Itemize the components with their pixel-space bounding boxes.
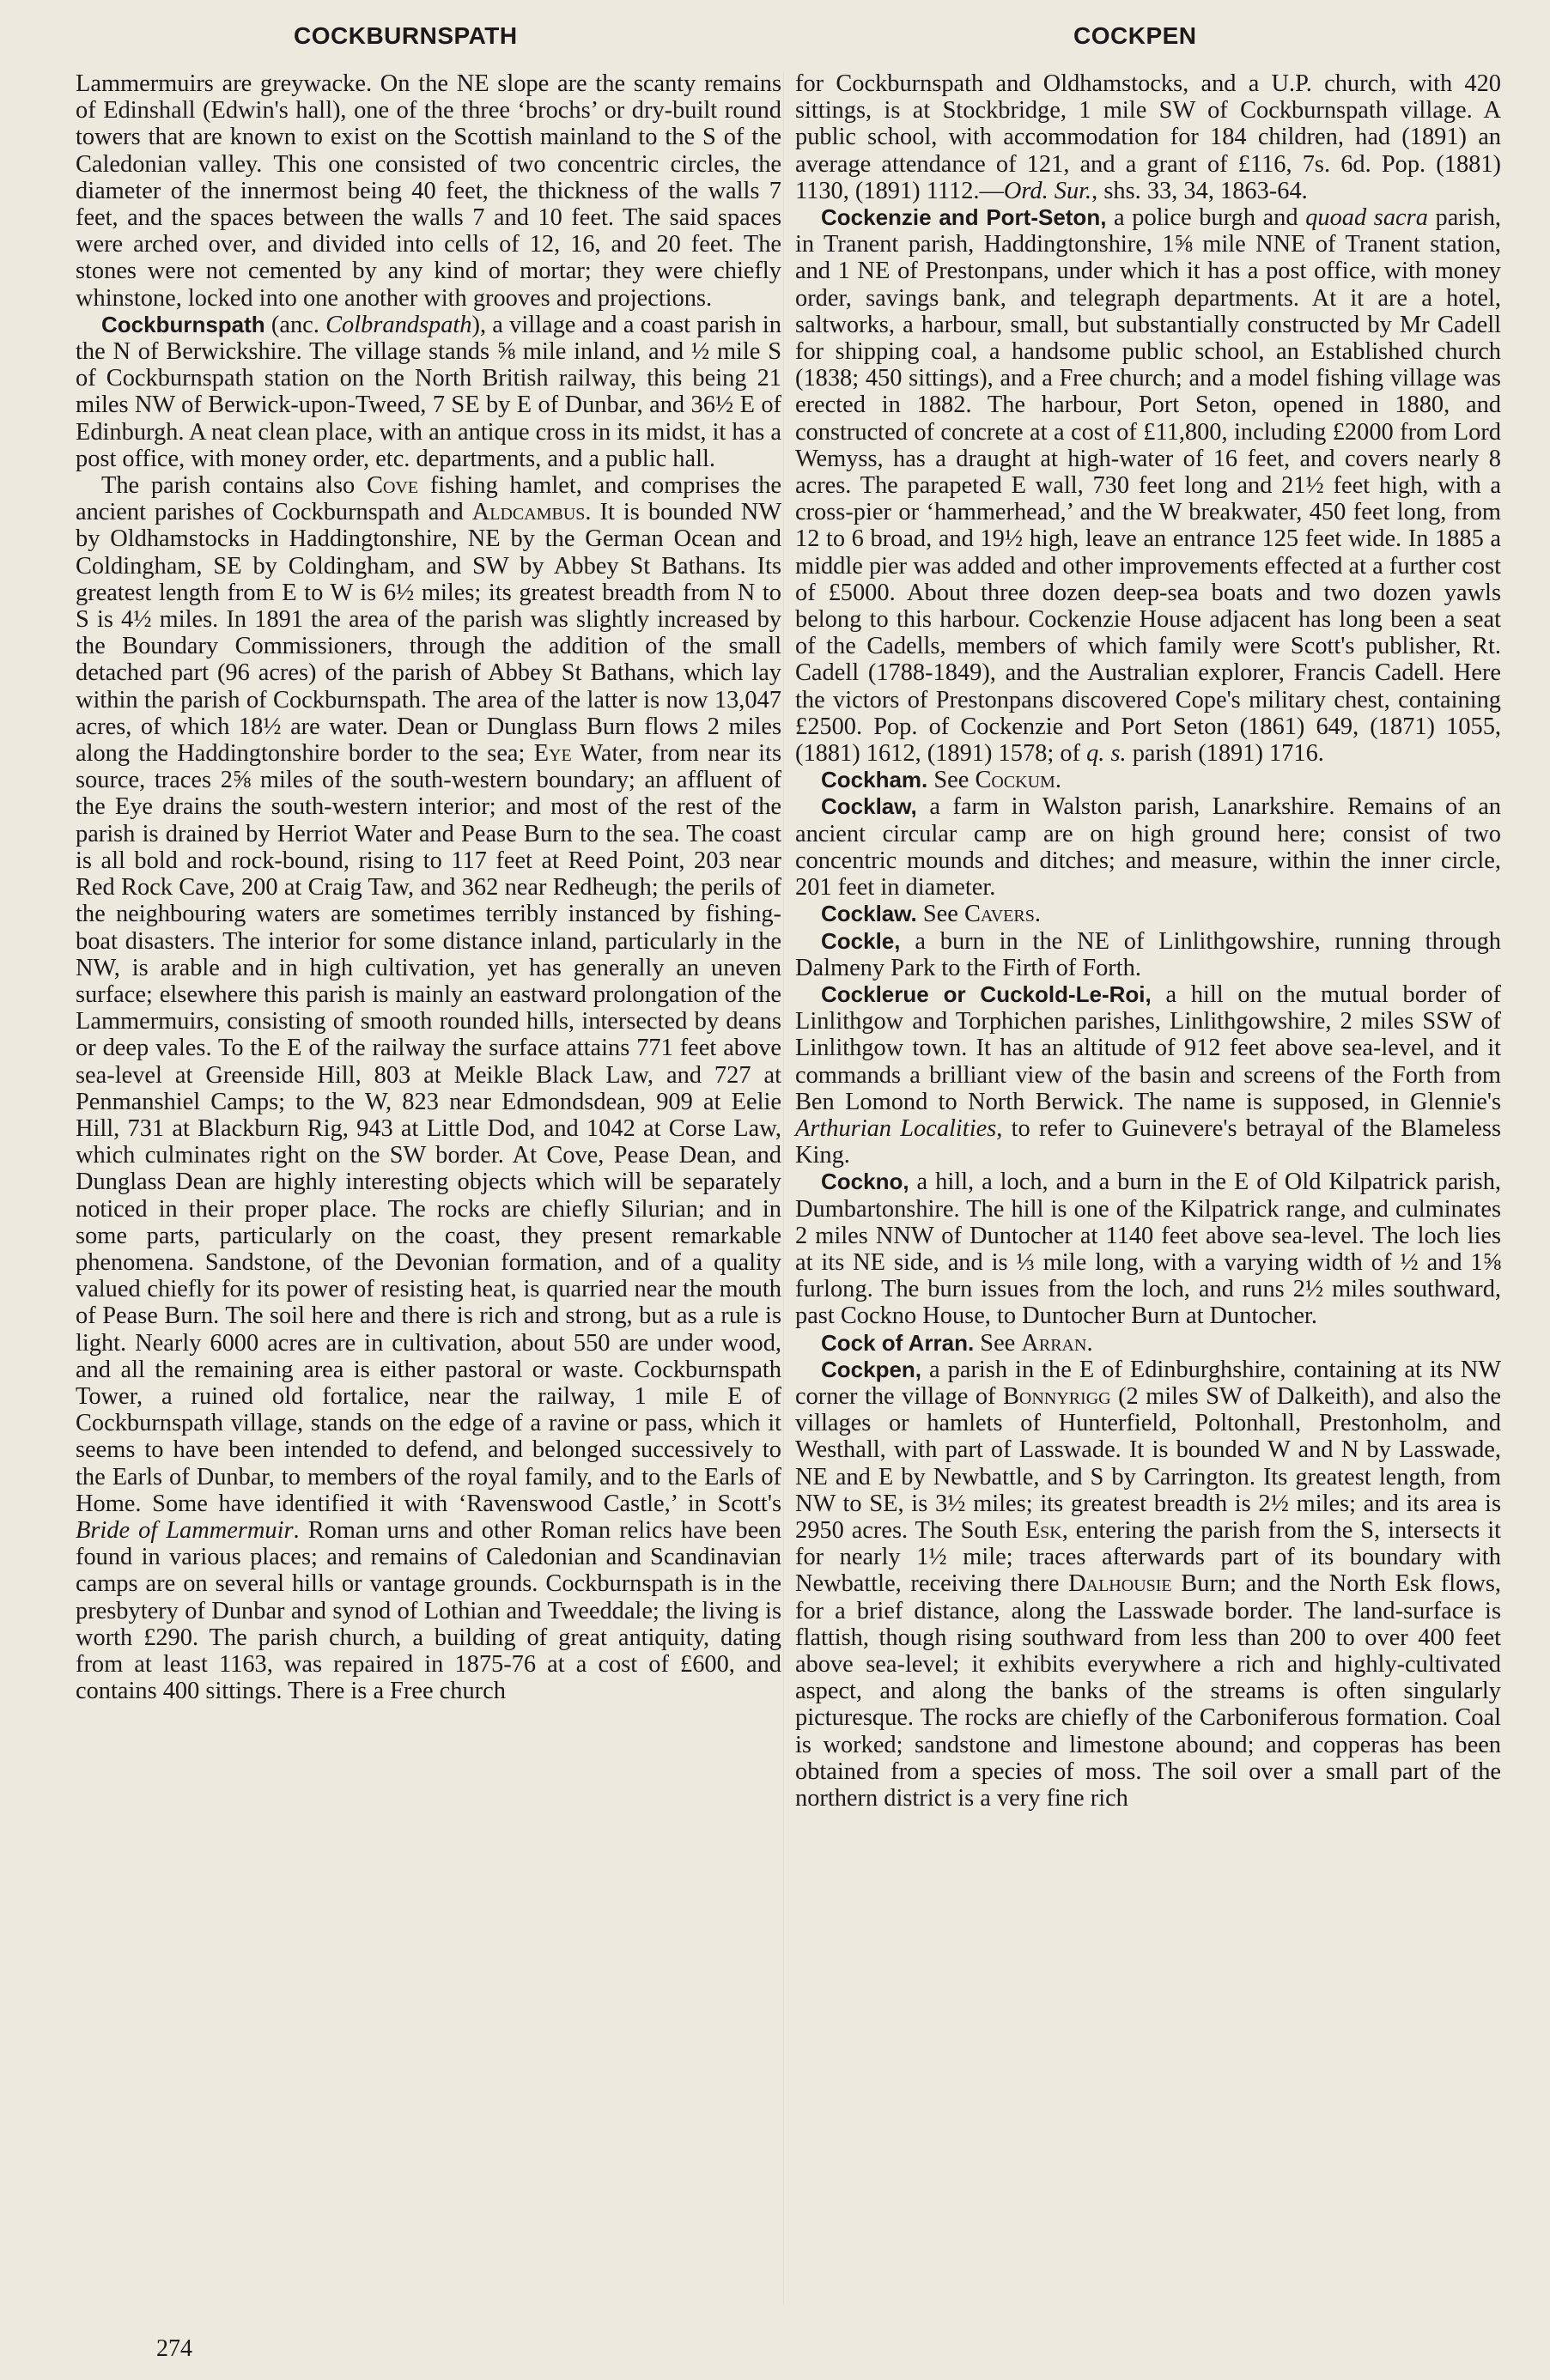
cross-ref-dalhousie: Dalhousie [1068, 1570, 1172, 1598]
cross-ref-cockum: Cockum [975, 767, 1055, 794]
right-column [795, 70, 1501, 1812]
entry-cockno: Cockno, a hill, a loch, and a burn in the E of Old Kilpatrick parish, Dumbartonshire. The hill is one of the Kilpatrick range, and culminates 2 miles NNW of Duntocher at 1140 feet above sea-level. The loch lies at its NE side, and is ⅓ mile long, with a varying width of ½ and 1⅝ furlong. The burn issues from the loch, and runs 2½ miles southward, past Cockno House, to Duntocher Burn at Duntocher. [795, 1169, 1501, 1330]
headword-cocklaw-2: Cocklaw. [821, 901, 917, 927]
column-divider [783, 72, 784, 2304]
cross-ref-bonnyrigg: Bonnyrigg [1003, 1382, 1111, 1410]
entry-cockburnspath: Cockburnspath (anc. Colbrandspath), a village and a coast parish in the N of Berwickshire. The village stands ⅝ mile inland, and ½ mile S of Cockburnspath station on the North British railway, this being 21 miles NW of Berwick-upon-Tweed, 7 SE by E of Dunbar, and 36½ E of Edinburgh. A neat clean place, with an antique cross in its midst, it has a post office, with money order, etc. departments, and a public hall. [76, 311, 781, 472]
entry-cocklerue: Cocklerue or Cuckold-Le-Roi, a hill on the mutual border of Linlithgow and Torphichen parishes, Linlithgowshire, 2 miles SSW of Linlithgow town. It has an altitude of 912 feet above sea-level, and it commands a brilliant view of the basin and screens of the Forth from Ben Lomond to North Berwick. The name is supposed, in Glennie's Arthurian Localities, to refer to Guinevere's betrayal of the Blameless King. [795, 981, 1502, 1169]
page-number: 274 [156, 2335, 192, 2362]
entry-cocklaw-see: Cocklaw. See Cavers. [821, 901, 1041, 928]
headword-cockpen: Cockpen, [821, 1356, 922, 1382]
headword-cocklerue: Cocklerue or Cuckold-Le-Roi, [821, 981, 1152, 1007]
book-title-bride: Bride of Lammermuir [76, 1516, 294, 1544]
headword-cocklaw: Cocklaw, [821, 793, 917, 820]
running-head-right: COCKPEN [1073, 22, 1197, 49]
headword-cockle: Cockle, [821, 927, 901, 954]
cross-ref-cavers: Cavers [963, 901, 1035, 928]
entry-cockle: Cockle, a burn in the NE of Linlithgowshire, running through Dalmeny Park to the Firth of Forth. [795, 927, 1501, 981]
headword-cockno: Cockno, [821, 1169, 909, 1195]
entry-cock-of-arran: Cock of Arran. See Arran. [821, 1329, 1093, 1357]
left-column [76, 70, 781, 1704]
cross-ref-eye: Eye [533, 740, 572, 768]
cross-ref-cove: Cove [367, 472, 419, 500]
entry-cockenzie: Cockenzie and Port-Seton, a police burgh and quoad sacra parish, in Tranent parish, Haddingtonshire, 1⅝ mile NNE of Tranent station, and 1 NE of Prestonpans, under which it has a post office, with money order, savings bank, and telegraph departments. At it are a hotel, saltworks, a harbour, small, but substantially constructed by Mr Cadell for shipping coal, a handsome public school, an Established church (1838; 450 sittings), and a Free church; and a model fishing village was erected in 1882. The harbour, Port Seton, opened in 1880, and constructed of concrete at a cost of £11,800, including £2000 from Lord Wemyss, has a draught at high-water of 16 feet, and covers nearly 8 acres. The parapeted E wall, 730 feet long and 21½ feet high, with a cross-pier or ‘hammerhead,’ and the W breakwater, 450 feet long, from 12 to 6 broad, and 19½ high, leave an entrance 125 feet wide. In 1885 a middle pier was added and other improvements effected at a further cost of £5000. About three dozen deep-sea boats and two dozen yawls belong to this harbour. Cockenzie House adjacent has long been a seat of the Cadells, members of which family were Scott's publisher, Rt. Cadell (1788-1849), and the Australian explorer, Francis Cadell. Here the victors of Prestonpans discovered Cope's military chest, containing £2500. Pop. of Cockenzie and Port Seton (1861) 649, (1871) 1055, (1881) 1612, (1891) 1578; of q. s. parish (1891) 1716. [795, 204, 1501, 768]
ancient-name: Colbrandspath [325, 311, 472, 338]
headword-cockham: Cockham. [821, 767, 928, 793]
paragraph-cockburnspath-cont: for Cockburnspath and Oldhamstocks, and a U.P. church, with 420 sittings, is at Stockbridge, 1 mile SW of Cockburnspath village. A public school, with accommodation for 184 children, had (1891) an average attendance of 121, and a grant of £116, 7s. 6d. Pop. (1881) 1130, (1891) 1112.—Ord. Sur., shs. 33, 34, 1863-64. [795, 70, 1501, 204]
book-title-arthurian: Arthurian Localities [795, 1114, 997, 1142]
headword-cockenzie: Cockenzie and Port-Seton, [821, 204, 1107, 231]
paragraph-edinshall: Lammermuirs are greywacke. On the NE slope are the scanty remains of Edinshall (Edwin's hall), one of the three ‘brochs’ or dry-built round towers that are known to exist on the Scottish mainland to the S of the Caledonian valley. This one consisted of two concentric circles, the diameter of the innermost being 40 feet, the thickness of the walls 7 feet, and the spaces between the walls 7 and 10 feet. The said spaces were arched over, and divided into cells of 12, 16, and 20 feet. The stones were not cemented by any kind of mortar; they were chiefly whinstone, locked into one another with grooves and projections. [76, 70, 781, 312]
cross-ref-esk: Esk [1024, 1516, 1062, 1544]
entry-cocklaw-farm: Cocklaw, a farm in Walston parish, Lanarkshire. Remains of an ancient circular camp are on high ground here; consist of two concentric mounds and ditches; and measure, within the inner circle, 201 feet in diameter. [795, 793, 1501, 902]
headword-cockburnspath: Cockburnspath [101, 311, 265, 337]
running-head-left: COCKBURNSPATH [294, 22, 518, 49]
headword-cock-of-arran: Cock of Arran. [821, 1329, 975, 1356]
cross-ref-aldcambus: Aldcambus [471, 499, 586, 526]
cross-ref-arran: Arran [1021, 1329, 1087, 1357]
paragraph-parish: The parish contains also Cove fishing hamlet, and comprises the ancient parishes of Cockburnspath and Aldcambus. It is bounded NW by Oldhamstocks in Haddingtonshire, NE by the German Ocean and Coldingham, SE by Coldingham, and SW by Abbey St Bathans. Its greatest length from E to W is 6½ miles; its greatest breadth from N to S is 4½ miles. In 1891 the area of the parish was slightly increased by the Boundary Commissioners, through the addition of the small detached part (96 acres) of the parish of Abbey St Bathans, which lay within the parish of Cockburnspath. The area of the latter is now 13,047 acres, of which 18½ are water. Dean or Dunglass Burn flows 2 miles along the Haddingtonshire border to the sea; Eye Water, from near its source, traces 2⅝ miles of the south-western boundary; an affluent of the Eye drains the south-western interior; and most of the rest of the parish is drained by Herriot Water and Pease Burn to the sea. The coast is all bold and rock-bound, rising to 117 feet at Reed Point, 203 near Red Rock Cave, 200 at Craig Taw, and 362 near Redheugh; the perils of the neighbouring waters are sometimes terribly instanced by fishing-boat disasters. The interior for some distance inland, particularly in the NW, is arable and in high cultivation, yet has generally an uneven surface; elsewhere this parish is mainly an eastward prolongation of the Lammermuirs, consisting of smooth rounded hills, intersected by deans or deep vales. To the E of the railway the surface attains 771 feet above sea-level at Greenside Hill, 803 at Meikle Black Law, and 727 at Penmanshiel Camps; to the W, 823 near Edmondsdean, 909 at Eelie Hill, 731 at Blackburn Rig, 943 at Little Dod, and 1042 at Corse Law, which culminates right on the SW border. At Cove, Pease Dean, and Dunglass Dean are highly interesting objects which will be separately noticed in their proper place. The rocks are chiefly Silurian; and in some parts, particularly on the coast, they present remarkable phenomena. Sandstone, of the Devonian formation, and of a quality valued chiefly for its power of resisting heat, is quarried near the mouth of Pease Burn. The soil here and there is rich and strong, but as a rule is light. Nearly 6000 acres are in cultivation, about 550 are under wood, and all the remaining area is either pastoral or waste. Cockburnspath Tower, a ruined old fortalice, near the railway, 1 mile E of Cockburnspath village, stands on the edge of a ravine or pass, which it seems to have been intended to defend, and belonged successively to the Earls of Dunbar, to members of the royal family, and to the Earls of Home. Some have identified it with ‘Ravenswood Castle,’ in Scott's Bride of Lammermuir. Roman urns and other Roman relics have been found in various places; and remains of Caledonian and Scandinavian camps are on several hills or vantage grounds. Cockburnspath is in the presbytery of Dunbar and synod of Lothian and Tweeddale; the living is worth £290. The parish church, a building of great antiquity, dating from at least 1163, was repaired in 1875-76 at a cost of £600, and contains 400 sittings. There is a Free church [76, 472, 782, 1705]
entry-cockpen: Cockpen, a parish in the E of Edinburghshire, containing at its NW corner the village of Bonnyrigg (2 miles SW of Dalkeith), and also the villages or hamlets of Hunterfield, Poltonhall, Prestonholm, and Westhall, with part of Lasswade. It is bounded W and N by Lasswade, NE and E by Newbattle, and S by Carrington. Its greatest length, from NW to SE, is 3½ miles; its greatest breadth is 2½ miles; and its area is 2950 acres. The South Esk, entering the parish from the S, intersects it for nearly 1½ mile; traces afterwards part of its boundary with Newbattle, receiving there Dalhousie Burn; and the North Esk flows, for a brief distance, along the Lasswade border. The land-surface is flattish, though rising southward from less than 200 to over 400 feet above sea-level; it exhibits everywhere a rich and highly-cultivated aspect, and along the banks of the streams is often singularly picturesque. The rocks are chiefly of the Carboniferous formation. Coal is worked; sandstone and limestone abound; and copperas has been obtained from a species of moss. The soil over a small part of the northern district is a very fine rich [795, 1356, 1502, 1812]
entry-cockham: Cockham. See Cockum. [821, 767, 1061, 794]
ord-sur: Ord. Sur. [1003, 177, 1092, 204]
